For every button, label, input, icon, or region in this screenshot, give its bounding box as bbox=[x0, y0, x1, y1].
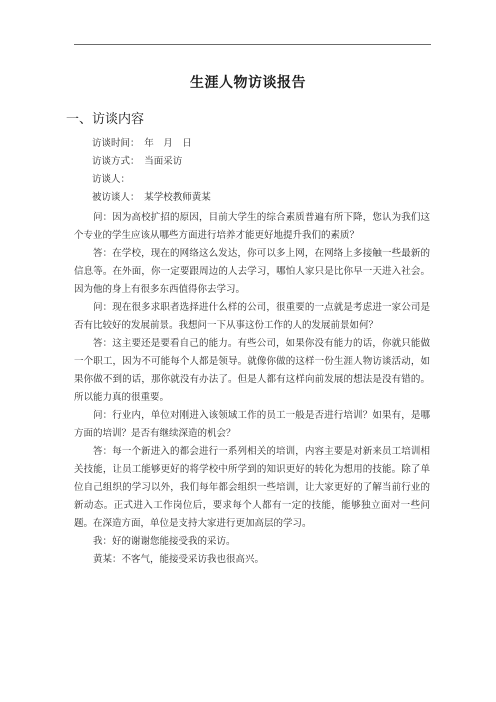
question-paragraph: 问：现在很多求职者选择进什么样的公司，很重要的一点就是考虑进一家公司是否有比较好的发展前景。我想问一下从事这份工作的人的发展前景如何？ bbox=[74, 302, 430, 331]
answer-paragraph: 答：在学校，现在的网络这么发达，你可以多上网，在网络上多接触一些最新的信息等。在外面，你一定要跟周边的人去学习，哪怕人家只是比你早一天进入社会。因为他的身上有很多东西值得你去学习。 bbox=[74, 248, 430, 295]
answer-paragraph: 答：这主要还是要看自己的能力。有些公司，如果你没有能力的话，你就只能做一个职工，因为不可能每个人都是领导。就像你做的这样一份生涯人物访谈活动，如果你做不到的话，那你就没有办法了。但是人都有这样向前发展的想法是没有错的。所以能力真的很重要。 bbox=[74, 338, 430, 403]
question-paragraph: 问：因为高校扩招的原因，目前大学生的综合素质普遍有所下降，您认为我们这个专业的学生应该从哪些方面进行培养才能更好地提升我们的素质？ bbox=[74, 212, 430, 241]
header-rule bbox=[74, 44, 431, 45]
interviewee: 被访谈人： 某学校教师黄某 bbox=[92, 192, 211, 203]
interviewer: 访谈人： bbox=[92, 174, 131, 185]
closing-paragraph: 我：好的谢谢您能接受我的采访。 bbox=[93, 536, 236, 547]
answer-paragraph: 答：每一个新进入的都会进行一系列相关的培训，内容主要是对新来员工培训相关技能，让员工能够更好的将学校中所学到的知识更好的转化为想用的技能。除了单位自己组织的学习以外，我们每年都会组织一些培训，让大家更好的了解当前行业的新动态。正式进入工作岗位后，要求每个人都有一定的技能，能够独立面对一些问题。在深造方面，单位是支持大家进行更加高层的学习。 bbox=[74, 446, 430, 529]
closing-paragraph: 黄某：不客气，能接受采访我也很高兴。 bbox=[93, 554, 265, 565]
question-paragraph: 问：行业内，单位对刚进入该领域工作的员工一般是否进行培训？如果有，是哪方面的培训？是否有继续深造的机会？ bbox=[74, 410, 430, 439]
interview-time: 访谈时间： 年 月 日 bbox=[92, 138, 192, 149]
document-title: 生涯人物访谈报告 bbox=[190, 75, 306, 91]
interview-method: 访谈方式： 当面采访 bbox=[92, 156, 183, 167]
interview-body bbox=[74, 209, 430, 569]
section-heading: 一、访谈内容 bbox=[66, 112, 145, 127]
